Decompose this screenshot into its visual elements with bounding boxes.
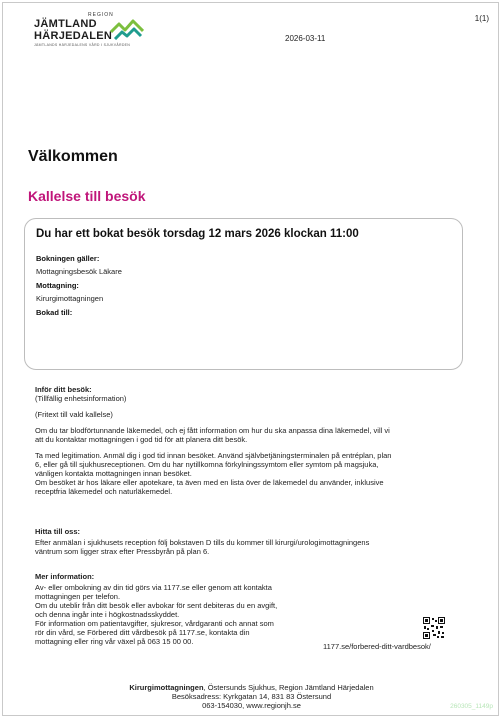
pharmacy-line-1: Om besöket är hos läkare eller apotekare, ta även med en lista över de läkemedel du använder, inklusive [35, 478, 384, 487]
find-us-line-1: Efter anmälan i sjukhusets reception följ bokstaven D tills du kommer till kirurgi/urologimottagningens [35, 538, 370, 547]
legitimation-line-1: Ta med legitimation. Anmäl dig i god tid innan besöket. Använd självbetjäningsterminalen på entréplan, plan [35, 451, 392, 460]
find-us-line-2: väntrum som ligger strax efter Pressbyrån på plan 6. [35, 547, 210, 556]
legitimation-line-3: vänligen kontakta mottagningen innan besöket. [35, 469, 192, 478]
more-info-title: Mer information: [35, 572, 95, 581]
more-info-line-2: mottagningen per telefon. [35, 592, 121, 601]
more-info-line-1: Av- eller ombokning av din tid görs via 1177.se eller genom att kontakta [35, 583, 272, 592]
logo-line2: HÄRJEDALEN [34, 30, 113, 42]
qr-caption: 1177.se/forbered-ditt-vardbesok/ [323, 642, 431, 651]
booking-applies-label: Bokningen gäller: [36, 254, 100, 263]
legitimation-line-2: 6, eller gå till sjukhusreceptionen. Om du har nytillkomna förkylningssymtom eller symtom på magsjuka, [35, 460, 379, 469]
booking-applies-value: Mottagningsbesök Läkare [36, 267, 122, 276]
more-info-line-3: Om du uteblir från ditt besök eller avbokar för sent debiteras du en avgift, [35, 601, 278, 610]
footer [0, 683, 503, 710]
pharmacy-line-2: receptfria läkemedel och naturläkemedel. [35, 487, 173, 496]
find-us-section [35, 527, 460, 556]
qr-code-icon [423, 617, 445, 639]
footer-line-1-rest: , Östersunds Sjukhus, Region Jämtland Härjedalen [203, 683, 374, 692]
booking-clinic-value: Kirurgimottagningen [36, 294, 104, 303]
mountain-logo-icon [110, 18, 144, 40]
temp-unit-info: (Tillfällig enhetsinformation) [35, 394, 127, 403]
more-info-line-5: För information om patientavgifter, sjukresor, vårdgaranti och annat som [35, 619, 274, 628]
footer-address: Besöksadress: Kyrkgatan 14, 831 83 Östersund [171, 692, 332, 701]
more-info-section [35, 572, 460, 646]
logo-tagline: JÄMTLANDS HÄRJEDALENS VÅRD I SJUKVÅRDEN [34, 43, 131, 47]
footer-contact: 063-154030, www.regionjh.se [202, 701, 301, 710]
blood-thinners-line-1: Om du tar blodförtunnande läkemedel, och ej fått information om hur du ska anpassa dina läkemedel, vill vi [35, 426, 390, 435]
booking-clinic-label: Mottagning: [36, 281, 79, 290]
booking-booked-to-label: Bokad till: [36, 308, 73, 317]
logo-line1: JÄMTLAND [34, 18, 97, 30]
free-text-note: (Fritext till vald kallelse) [35, 410, 113, 419]
booking-box [24, 218, 463, 370]
document-code: 260305_1149p [450, 703, 493, 710]
footer-clinic-name: Kirurgimottagningen [129, 683, 204, 692]
more-info-line-7: mottagning eller ring vår växel på 063 15 00 00. [35, 637, 194, 646]
more-info-line-6: rör din vård, se Förbered ditt vårdbesök på 1177.se, kontakta din [35, 628, 250, 637]
summons-heading: Kallelse till besök [28, 188, 146, 204]
more-info-line-4: och denna ingår inte i högkostnadsskyddet. [35, 610, 180, 619]
booking-title: Du har ett bokat besök torsdag 12 mars 2026 klockan 11:00 [36, 228, 359, 240]
before-visit-title: Inför ditt besök: [35, 385, 92, 394]
footer-line-1 [0, 683, 503, 692]
logo-region-text: REGION [88, 12, 114, 18]
region-logo [32, 12, 144, 48]
letter-date: 2026-03-11 [285, 34, 326, 43]
page-number: 1(1) [474, 14, 489, 23]
find-us-title: Hitta till oss: [35, 527, 81, 536]
welcome-heading: Välkommen [28, 148, 118, 165]
before-visit-section [35, 385, 460, 496]
blood-thinners-line-2: att du kontaktar mottagningen i god tid för att planera ditt besök. [35, 435, 248, 444]
